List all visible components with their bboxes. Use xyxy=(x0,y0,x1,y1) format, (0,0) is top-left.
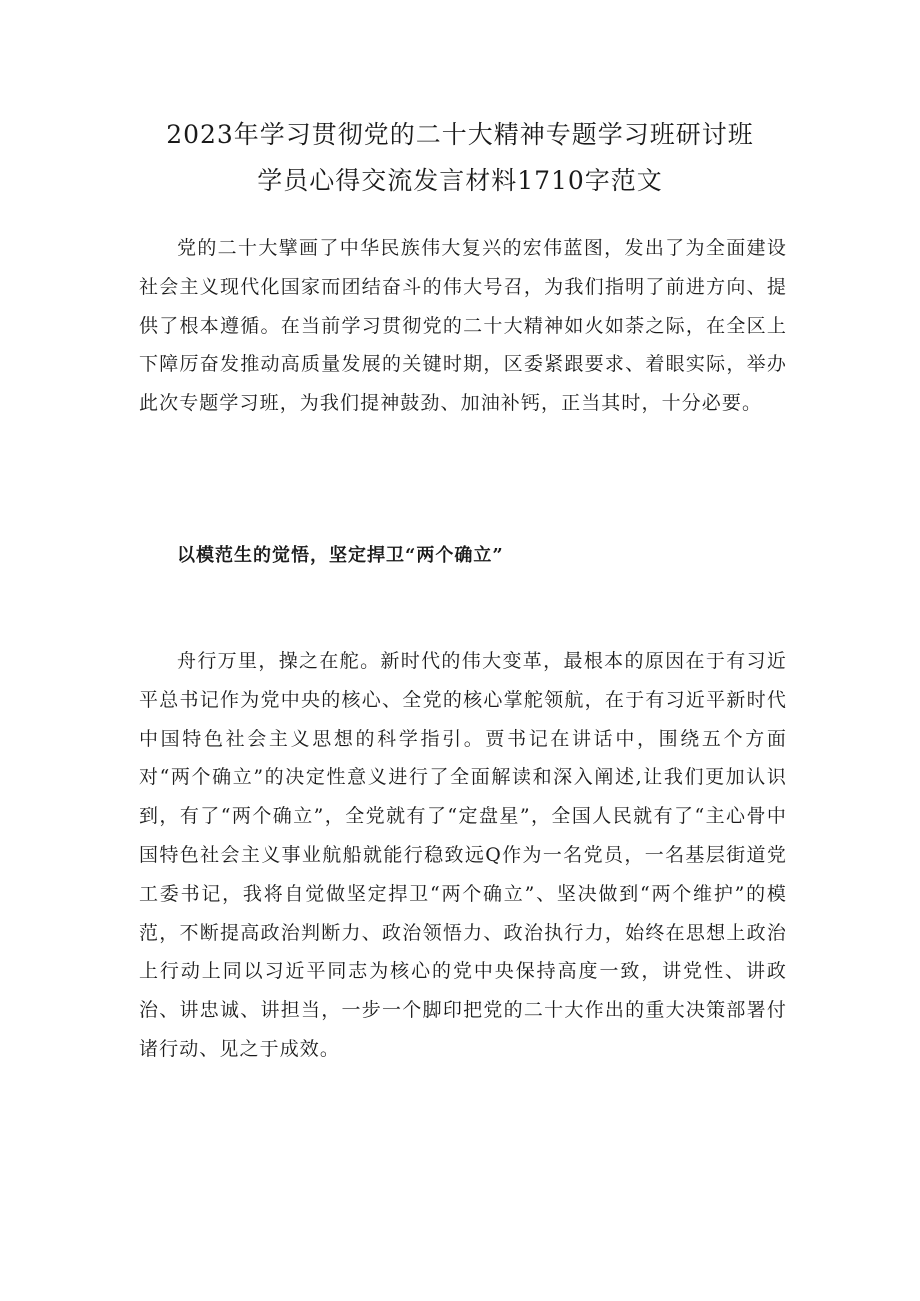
document-title xyxy=(100,112,820,204)
paragraph-intro: 党的二十大擘画了中华民族伟大复兴的宏伟蓝图，发出了为全面建设社会主义现代化国家而团结奋斗的伟大号召，为我们指明了前进方向、提供了根本遵循。在当前学习贯彻党的二十大精神如火如荼之际，在全区上下障厉奋发推动高质量发展的关键时期，区委紧跟要求、着眼实际，举办此次专题学习班，为我们提神鼓劲、加油补钙，正当其时，十分必要。 xyxy=(139,237,787,415)
section-heading: 以模范生的觉悟，坚定捍卫“两个确立” xyxy=(177,545,504,566)
paragraph-section-1: 舟行万里，操之在舵。新时代的伟大变革，最根本的原因在于有习近平总书记作为党中央的核心、全党的核心掌舵领航，在于有习近平新时代中国特色社会主义思想的科学指引。贾书记在讲话中，围绕五个方面对“两个确立”的决定性意义进行了全面解读和深入阐述,让我们更加认识到，有了“两个确立”，全党就有了“定盘星”，全国人民就有了“主心骨中国特色社会主义事业航船就能行稳致远Q作为一名党员，一名基层街道党工委书记，我将自觉做坚定捍卫“两个确立”、坚决做到“两个维护”的模范，不断提高政治判断力、政治领悟力、政治执行力，始终在思想上政治上行动上同以习近平同志为核心的党中央保持高度一致，讲党性、讲政治、讲忠诚、讲担当，一步一个脚印把党的二十大作出的重大决策部署付诸行动、见之于成效。 xyxy=(139,650,787,1060)
title-line-1: 2023年学习贯彻党的二十大精神专题学习班研讨班 xyxy=(166,120,754,149)
title-line-2: 学员心得交流发言材料1710字范文 xyxy=(257,166,663,195)
